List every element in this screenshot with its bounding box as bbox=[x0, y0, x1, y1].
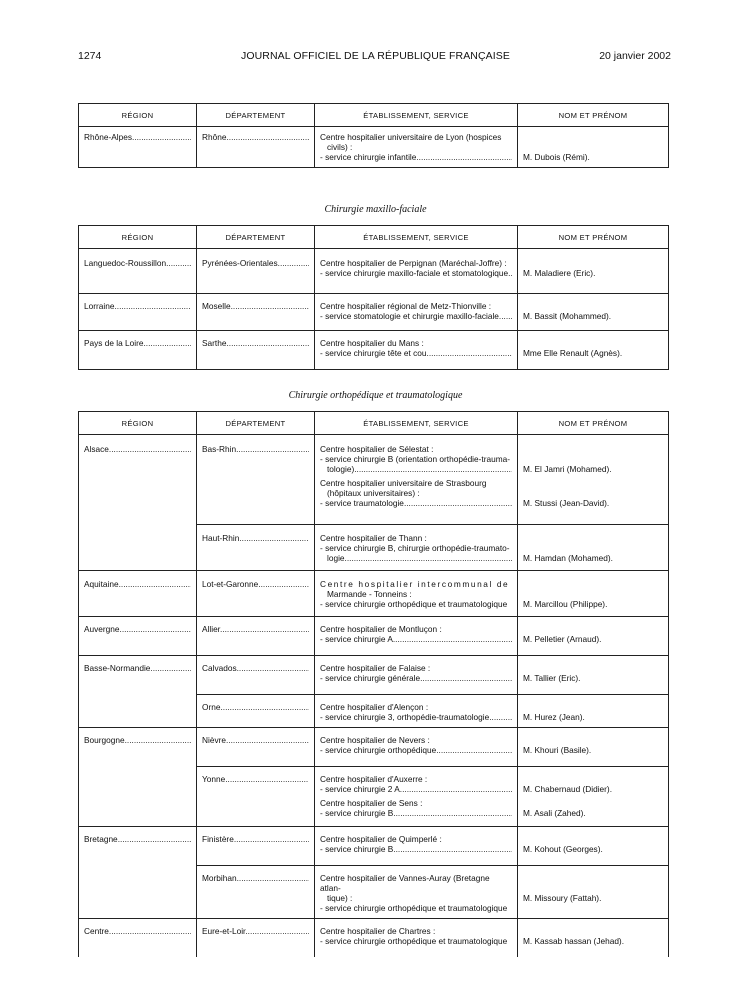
departement-cell: Nièvre ..... bbox=[202, 735, 309, 745]
service-line: - service chirurgie B ..... bbox=[320, 844, 512, 854]
etablissement-name: Centre hospitalier de Thann : bbox=[320, 533, 427, 543]
region-cell: Auvergne ..... bbox=[84, 624, 191, 634]
person-name: M. Bassit (Mohammed). bbox=[523, 311, 612, 321]
etablissement-name: Centre hospitalier de Quimperlé : bbox=[320, 834, 442, 844]
service-line: - service chirurgie B ..... bbox=[320, 808, 512, 818]
etablissement-name-cont: tique) : bbox=[327, 893, 353, 903]
table-row bbox=[79, 827, 669, 866]
table-row bbox=[79, 127, 669, 168]
service-line: - service chirurgie orthopédique et traumatologique bbox=[320, 599, 508, 609]
service-line: - service traumatologie ..... bbox=[320, 498, 512, 508]
etablissement-name: Centre hospitalier universitaire de Strasbourg bbox=[320, 478, 487, 488]
region-cell: Languedoc-Roussillon ..... bbox=[84, 258, 191, 268]
col-header-departement: DÉPARTEMENT bbox=[197, 104, 315, 127]
col-header-etablissement: ÉTABLISSEMENT, SERVICE bbox=[315, 226, 518, 249]
service-line: - service chirurgie 3, orthopédie-traumatologie ..... bbox=[320, 712, 512, 722]
person-name: Mme Elle Renault (Agnès). bbox=[523, 348, 623, 358]
service-line: - service chirurgie générale ..... bbox=[320, 673, 512, 683]
etablissement-name: Centre hospitalier de Montluçon : bbox=[320, 624, 442, 634]
issue-date: 20 janvier 2002 bbox=[599, 50, 671, 62]
departement-cell: Pyrénées-Orientales ..... bbox=[202, 258, 309, 268]
region-cell: Centre ..... bbox=[84, 926, 191, 936]
service-line-cont: logie ..... bbox=[320, 553, 512, 563]
table-row bbox=[79, 656, 669, 695]
region-cell: Lorraine ..... bbox=[84, 301, 191, 311]
col-header-nom: NOM ET PRÉNOM bbox=[518, 104, 669, 127]
region-cell: Aquitaine ..... bbox=[84, 579, 191, 589]
etablissement-name: Centre hospitalier intercommunal de bbox=[320, 579, 510, 589]
col-header-etablissement: ÉTABLISSEMENT, SERVICE bbox=[315, 104, 518, 127]
person-name: M. Kohout (Georges). bbox=[523, 844, 603, 854]
departement-cell: Haut-Rhin ..... bbox=[202, 533, 309, 543]
etablissement-name: Centre hospitalier universitaire de Lyon (hospices bbox=[320, 132, 502, 142]
person-name: M. Pelletier (Arnaud). bbox=[523, 634, 602, 644]
region-cell: Alsace ..... bbox=[84, 444, 191, 454]
col-header-departement: DÉPARTEMENT bbox=[197, 412, 315, 435]
departement-cell: Rhône ..... bbox=[202, 132, 309, 142]
service-line: - service chirurgie B (orientation orthopédie-trauma- bbox=[320, 454, 510, 464]
person-name: M. Missoury (Fattah). bbox=[523, 893, 602, 903]
etablissement-name: Centre hospitalier de Nevers : bbox=[320, 735, 430, 745]
col-header-departement: DÉPARTEMENT bbox=[197, 226, 315, 249]
etablissement-name: Centre hospitalier de Sens : bbox=[320, 798, 423, 808]
etablissement-name: Centre hospitalier régional de Metz-Thionville : bbox=[320, 301, 492, 311]
departement-cell: Morbihan ..... bbox=[202, 873, 309, 883]
region-cell: Bretagne ..... bbox=[84, 834, 191, 844]
departement-cell: Calvados ..... bbox=[202, 663, 309, 673]
person-name: M. Dubois (Rémi). bbox=[523, 152, 590, 162]
service-line: - service chirurgie orthopédique et traumatologique bbox=[320, 936, 508, 946]
person-name: M. Asali (Zahed). bbox=[523, 808, 586, 818]
service-line: - service chirurgie A ..... bbox=[320, 634, 512, 644]
service-line: - service chirurgie orthopédique ..... bbox=[320, 745, 512, 755]
col-header-nom: NOM ET PRÉNOM bbox=[518, 226, 669, 249]
departement-cell: Finistère ..... bbox=[202, 834, 309, 844]
table-row bbox=[79, 435, 669, 525]
departement-cell: Allier ..... bbox=[202, 624, 309, 634]
person-name: M. Hurez (Jean). bbox=[523, 712, 585, 722]
etablissement-name: Centre hospitalier de Chartres : bbox=[320, 926, 436, 936]
person-name: M. Khouri (Basile). bbox=[523, 745, 592, 755]
departement-cell: Moselle ..... bbox=[202, 301, 309, 311]
region-cell: Basse-Normandie ..... bbox=[84, 663, 191, 673]
col-header-region: RÉGION bbox=[79, 226, 197, 249]
person-name: M. Marcillou (Philippe). bbox=[523, 599, 608, 609]
service-line: - service chirurgie B, chirurgie orthopédie-traumato- bbox=[320, 543, 510, 553]
table-row bbox=[79, 617, 669, 656]
etablissement-name: Centre hospitalier de Sélestat : bbox=[320, 444, 434, 454]
etablissement-name: Centre hospitalier du Mans : bbox=[320, 338, 424, 348]
etablissement-name: Centre hospitalier de Falaise : bbox=[320, 663, 431, 673]
service-line: - service chirurgie tête et cou ..... bbox=[320, 348, 512, 358]
table-row bbox=[79, 919, 669, 958]
person-name: M. Hamdan (Mohamed). bbox=[523, 553, 613, 563]
journal-title: JOURNAL OFFICIEL DE LA RÉPUBLIQUE FRANÇAISE bbox=[241, 50, 510, 62]
departement-cell: Orne ..... bbox=[202, 702, 309, 712]
col-header-region: RÉGION bbox=[79, 104, 197, 127]
table-row bbox=[79, 728, 669, 767]
person-name: M. El Jamri (Mohamed). bbox=[523, 464, 612, 474]
service-line: - service chirurgie maxillo-faciale et stomatologique ..... bbox=[320, 268, 512, 278]
departement-cell: Bas-Rhin ..... bbox=[202, 444, 309, 454]
page-number: 1274 bbox=[78, 50, 102, 62]
person-name: M. Chabernaud (Didier). bbox=[523, 784, 612, 794]
etablissement-name: Centre hospitalier d'Alençon : bbox=[320, 702, 429, 712]
col-header-region: RÉGION bbox=[79, 412, 197, 435]
departement-cell: Yonne ..... bbox=[202, 774, 309, 784]
table-row bbox=[79, 571, 669, 617]
table-continuation bbox=[78, 103, 669, 168]
col-header-nom: NOM ET PRÉNOM bbox=[518, 412, 669, 435]
person-name: M. Tallier (Eric). bbox=[523, 673, 581, 683]
table-row bbox=[79, 294, 669, 331]
section-title-orthopedique: Chirurgie orthopédique et traumatologique bbox=[288, 390, 463, 401]
table-maxillo-faciale bbox=[78, 225, 669, 370]
person-name: M. Kassab hassan (Jehad). bbox=[523, 936, 624, 946]
service-line: - service chirurgie orthopédique et traumatologique bbox=[320, 903, 508, 913]
col-header-etablissement: ÉTABLISSEMENT, SERVICE bbox=[315, 412, 518, 435]
etablissement-name-cont: (hôpitaux universitaires) : bbox=[327, 488, 420, 498]
service-line: - service chirurgie infantile ..... bbox=[320, 152, 512, 162]
service-line: - service stomatologie et chirurgie maxillo-faciale ..... bbox=[320, 311, 512, 321]
section-title-maxillo: Chirurgie maxillo-faciale bbox=[324, 204, 427, 215]
table-row bbox=[79, 249, 669, 294]
person-name: M. Maladiere (Eric). bbox=[523, 268, 596, 278]
service-line: - service chirurgie 2 A ..... bbox=[320, 784, 512, 794]
region-cell: Rhône-Alpes ..... bbox=[84, 132, 191, 142]
region-cell: Bourgogne ..... bbox=[84, 735, 191, 745]
departement-cell: Lot-et-Garonne ..... bbox=[202, 579, 309, 589]
service-line-cont: tologie) ..... bbox=[320, 464, 512, 474]
table-row bbox=[79, 331, 669, 370]
etablissement-name-cont: Marmande - Tonneins : bbox=[327, 589, 412, 599]
person-name: M. Stussi (Jean-David). bbox=[523, 498, 610, 508]
etablissement-name: Centre hospitalier d'Auxerre : bbox=[320, 774, 428, 784]
etablissement-name: Centre hospitalier de Vannes-Auray (Bretagne atlan- bbox=[320, 873, 490, 893]
etablissement-name-cont: civils) : bbox=[327, 142, 353, 152]
region-cell: Pays de la Loire ..... bbox=[84, 338, 191, 348]
table-orthopedique bbox=[78, 411, 669, 957]
etablissement-name: Centre hospitalier de Perpignan (Maréchal-Joffre) : bbox=[320, 258, 507, 268]
departement-cell: Sarthe ..... bbox=[202, 338, 309, 348]
departement-cell: Eure-et-Loir ..... bbox=[202, 926, 309, 936]
